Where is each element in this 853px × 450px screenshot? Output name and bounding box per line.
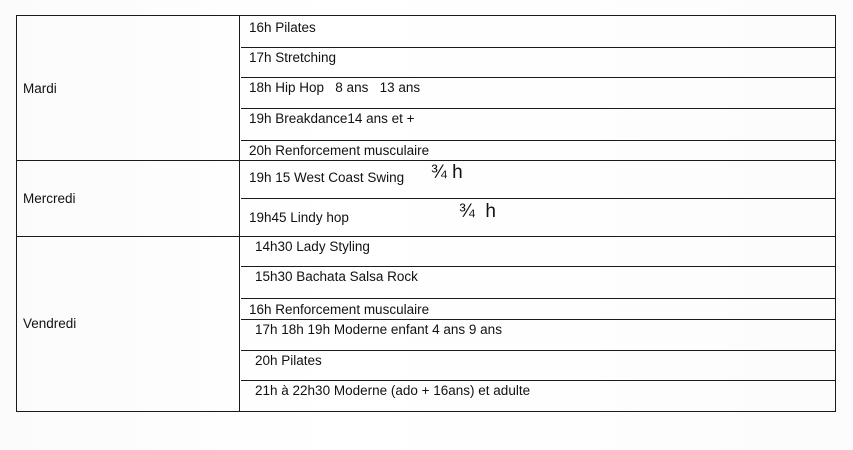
row-divider xyxy=(241,47,835,48)
class-slot: 19h 15 West Coast Swing xyxy=(249,170,405,185)
duration-label: ¾ h xyxy=(431,162,463,183)
duration-label: ¾ h xyxy=(459,201,496,222)
class-slot: 17h Stretching xyxy=(249,50,337,65)
class-slot: 18h Hip Hop 8 ans 13 ans xyxy=(249,80,421,95)
row-divider xyxy=(241,108,835,109)
day-label-vendredi: Vendredi xyxy=(23,316,77,331)
class-slot: 19h Breakdance14 ans et + xyxy=(249,111,415,126)
day-block-vendredi xyxy=(16,236,836,412)
day-label-mercredi: Mercredi xyxy=(23,190,76,206)
class-slot: 20h Pilates xyxy=(255,353,322,368)
row-divider xyxy=(241,350,835,351)
class-slot: 17h 18h 19h Moderne enfant 4 ans 9 ans xyxy=(255,322,502,337)
schedule-table xyxy=(16,15,836,412)
row-divider xyxy=(241,298,835,299)
column-divider xyxy=(239,160,240,236)
column-divider xyxy=(239,236,240,411)
class-slot: 15h30 Bachata Salsa Rock xyxy=(255,269,418,284)
row-divider xyxy=(241,380,835,381)
class-slot: 16h Pilates xyxy=(249,20,316,35)
row-divider xyxy=(241,266,835,267)
row-divider xyxy=(241,140,835,141)
row-divider xyxy=(241,319,835,320)
class-slot: 14h30 Lady Styling xyxy=(255,239,370,254)
class-slot: 21h à 22h30 Moderne (ado + 16ans) et adulte xyxy=(255,383,531,398)
class-slot: 16h Renforcement musculaire xyxy=(249,302,430,317)
day-label-mardi: Mardi xyxy=(23,80,57,96)
day-block-mardi xyxy=(16,15,836,161)
day-block-mercredi xyxy=(16,160,836,237)
row-divider xyxy=(241,77,835,78)
row-divider xyxy=(241,198,835,199)
class-slot: 19h45 Lindy hop xyxy=(249,210,349,225)
class-slot: 20h Renforcement musculaire xyxy=(249,143,430,158)
column-divider xyxy=(239,16,240,160)
